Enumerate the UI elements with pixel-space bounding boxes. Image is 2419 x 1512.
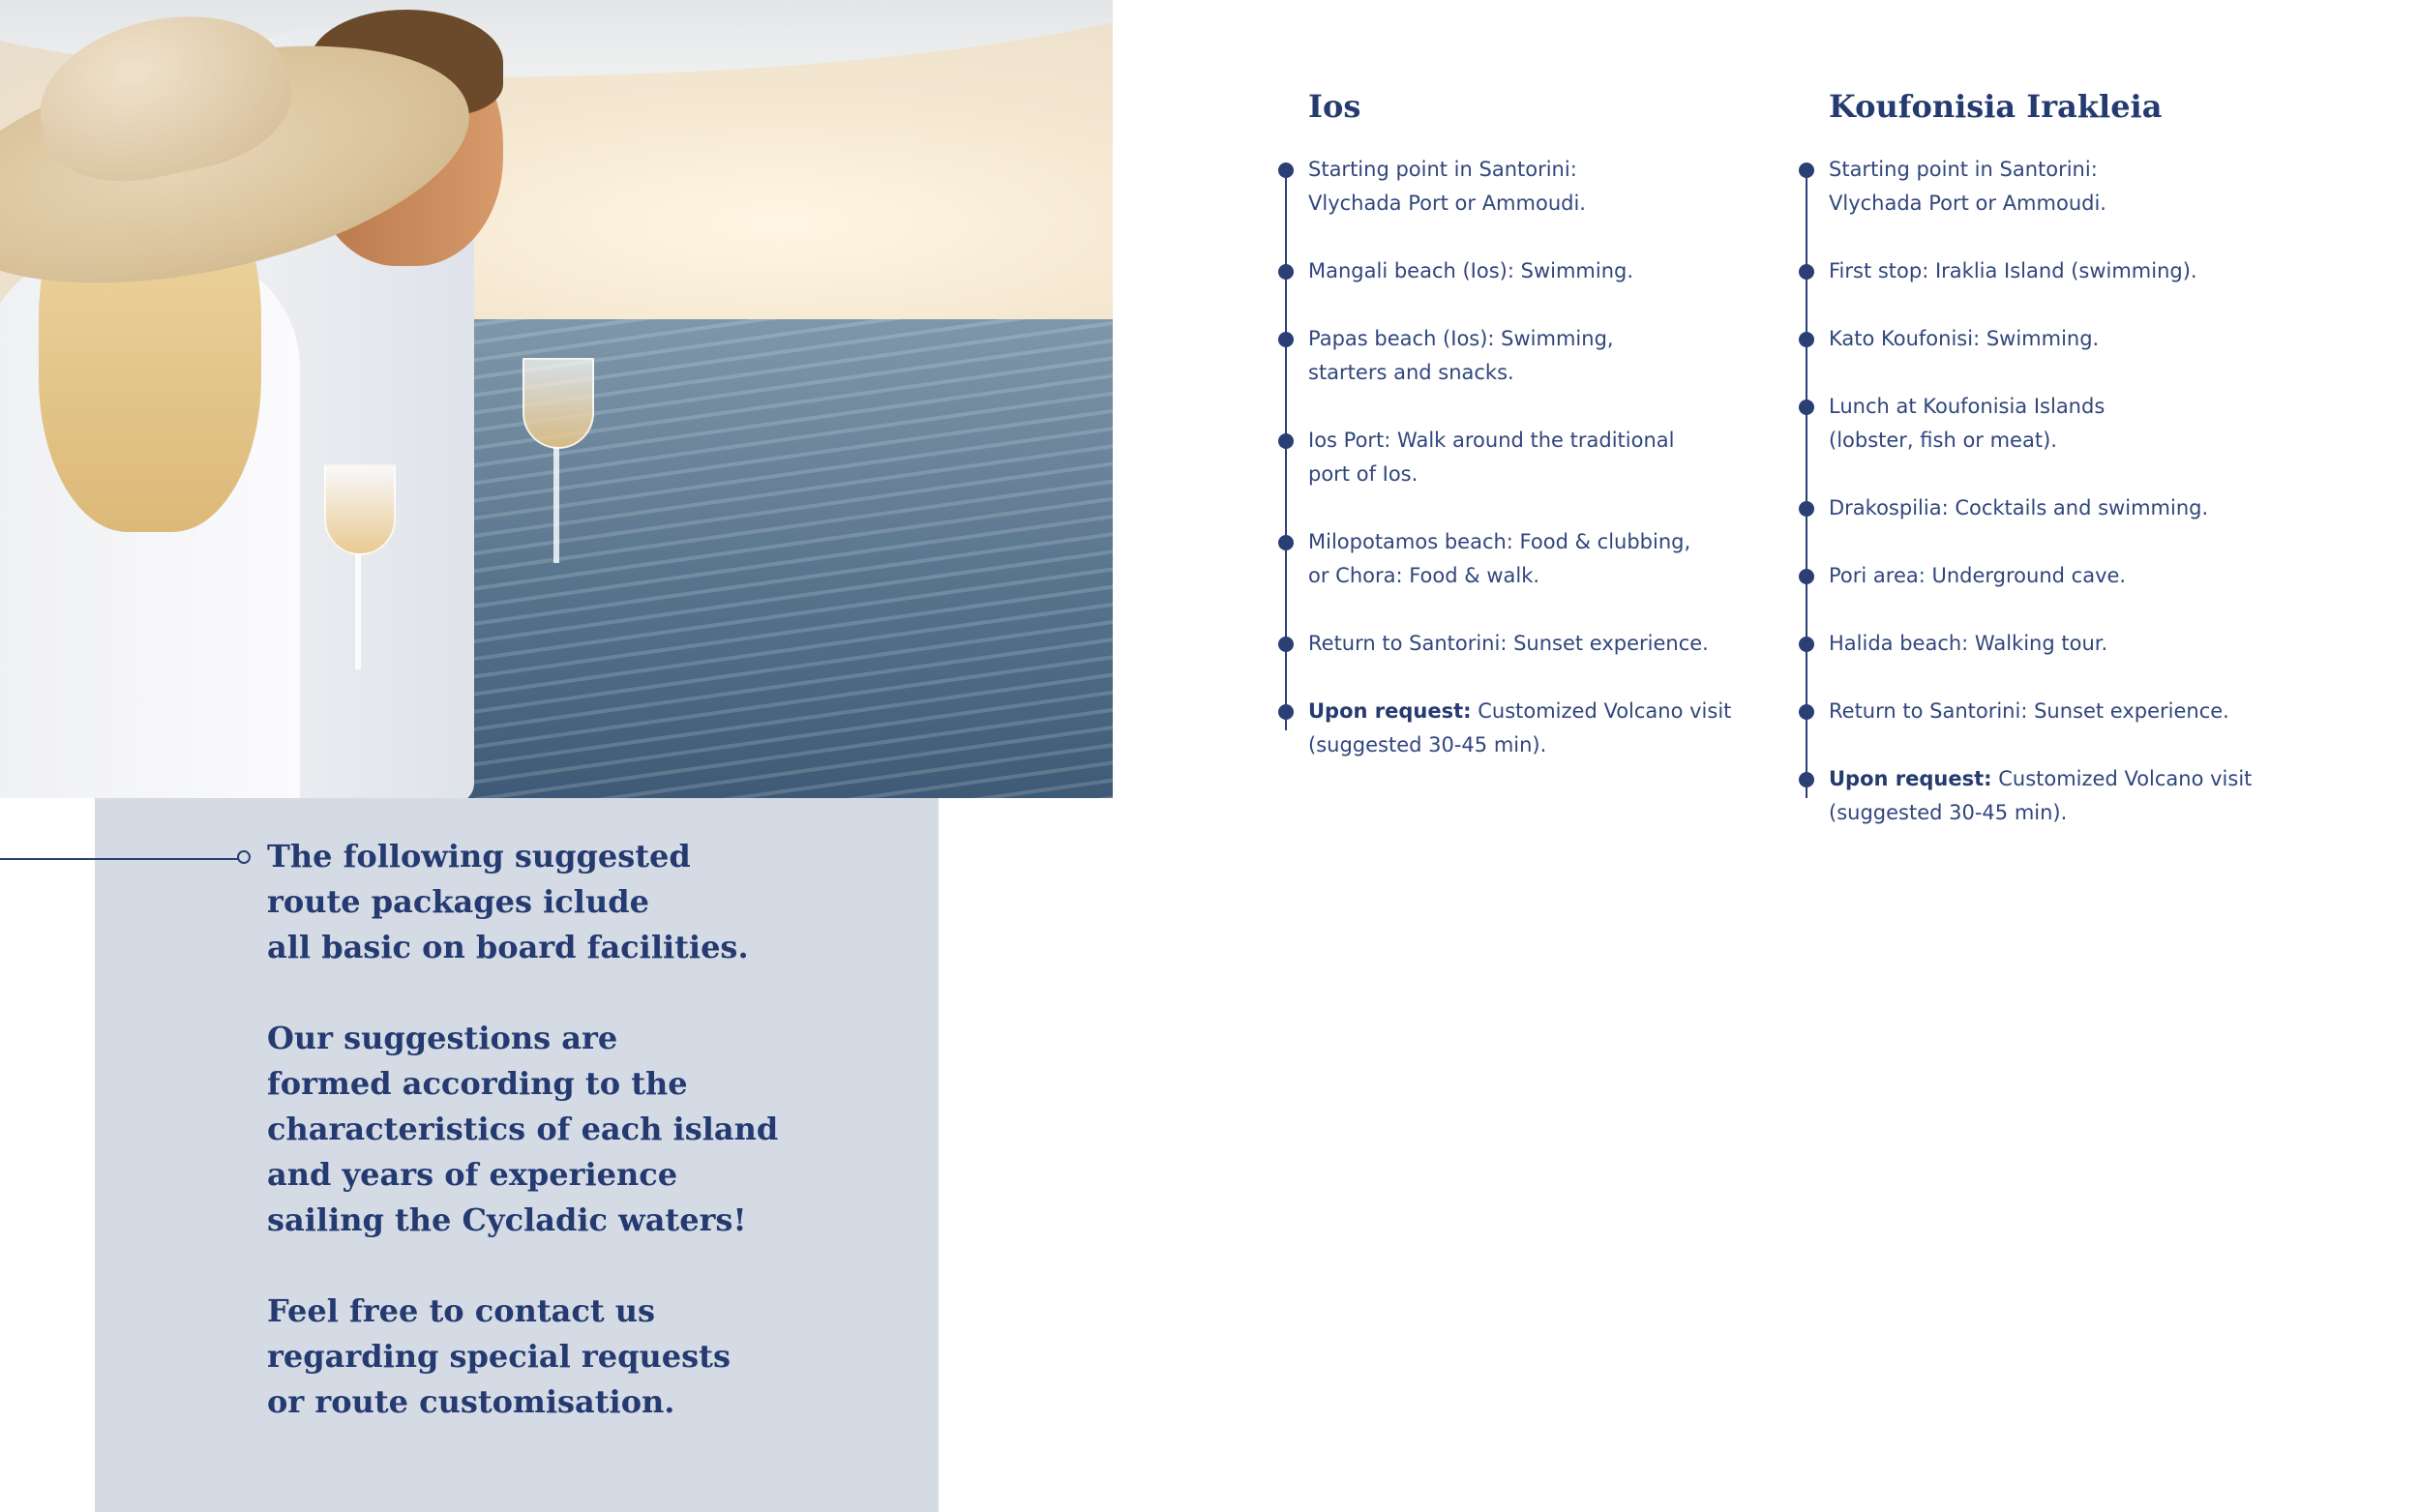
route-stop-description: Customized Volcano visit (suggested 30-45 min). xyxy=(1829,767,2253,824)
route-stop-description: Papas beach (Ios): Swimming, starters and snacks. xyxy=(1308,327,1614,384)
route-stop xyxy=(1308,695,1763,762)
info-paragraph: Feel free to contact us regarding special requests or route customisation. xyxy=(267,1292,731,1420)
route-stop xyxy=(1308,627,1763,661)
bullet-dot-icon xyxy=(1278,637,1294,652)
route-stop-description: Starting point in Santorini: Vlychada Port or Ammoudi. xyxy=(1308,158,1586,215)
route-stop xyxy=(1308,525,1763,593)
route-stop-text xyxy=(1829,153,2284,221)
couple-on-yacht-photo xyxy=(0,0,1113,798)
route-stop xyxy=(1829,390,2284,458)
bullet-dot-icon xyxy=(1278,264,1294,280)
route-stop-text xyxy=(1308,153,1763,221)
bullet-dot-icon xyxy=(1799,569,1814,584)
route-stop xyxy=(1829,153,2284,221)
route-stop-text xyxy=(1308,695,1763,762)
route-stop-description: Customized Volcano visit (suggested 30-45 min). xyxy=(1308,699,1732,756)
wine-glass-stem xyxy=(355,553,361,669)
route-stop-description: Starting point in Santorini: Vlychada Port or Ammoudi. xyxy=(1829,158,2106,215)
bullet-dot-icon xyxy=(1799,163,1814,178)
bullet-dot-icon xyxy=(1278,163,1294,178)
route-stops xyxy=(1829,153,2284,830)
bullet-dot-icon xyxy=(1799,332,1814,347)
bullet-dot-icon xyxy=(1799,772,1814,787)
route-title: Ios xyxy=(1308,88,1361,125)
route-stop xyxy=(1308,424,1763,491)
bullet-dot-icon xyxy=(1799,400,1814,415)
info-text xyxy=(267,834,886,1425)
route-stop xyxy=(1829,559,2284,593)
route-koufonisia-irakleia xyxy=(1829,83,2284,830)
wine-glass xyxy=(324,464,396,555)
route-stop-text xyxy=(1829,390,2284,458)
bullet-dot-icon xyxy=(1799,637,1814,652)
route-stop-label: Upon request: xyxy=(1308,699,1472,723)
bullet-dot-icon xyxy=(1278,704,1294,720)
route-stops xyxy=(1308,153,1763,762)
route-stop-text xyxy=(1829,254,2284,288)
route-stop xyxy=(1829,322,2284,356)
route-stop-text xyxy=(1308,254,1763,288)
route-ios xyxy=(1308,83,1763,762)
info-paragraph: Our suggestions are formed according to the characteristics of each island and years of experience sailing the Cycladic waters! xyxy=(267,1020,779,1238)
route-stop-description: Return to Santorini: Sunset experience. xyxy=(1308,632,1709,655)
route-stop xyxy=(1829,695,2284,728)
route-stop-text xyxy=(1308,525,1763,593)
bullet-dot-icon xyxy=(1799,501,1814,517)
bullet-dot-icon xyxy=(1278,433,1294,449)
route-stop-description: Drakospilia: Cocktails and swimming. xyxy=(1829,496,2209,519)
route-stop-text xyxy=(1829,559,2284,593)
route-stop-description: Return to Santorini: Sunset experience. xyxy=(1829,699,2229,723)
route-stop-description: Halida beach: Walking tour. xyxy=(1829,632,2108,655)
bullet-dot-icon xyxy=(1278,535,1294,550)
wine-glass xyxy=(523,358,594,449)
route-stop-description: Milopotamos beach: Food & clubbing, or Chora: Food & walk. xyxy=(1308,530,1691,587)
route-stop xyxy=(1829,491,2284,525)
bullet-dot-icon xyxy=(1799,704,1814,720)
route-stop-text xyxy=(1829,322,2284,356)
route-stop-text xyxy=(1829,695,2284,728)
route-stop xyxy=(1829,627,2284,661)
route-stop-description: First stop: Iraklia Island (swimming). xyxy=(1829,259,2197,282)
route-stop-text xyxy=(1308,322,1763,390)
route-stop-description: Kato Koufonisi: Swimming. xyxy=(1829,327,2100,350)
route-stop xyxy=(1829,254,2284,288)
route-stop xyxy=(1308,254,1763,288)
bullet-dot-icon xyxy=(1278,332,1294,347)
route-stop-text xyxy=(1829,627,2284,661)
route-stop-text xyxy=(1829,491,2284,525)
route-stop-text xyxy=(1308,424,1763,491)
route-stop-text xyxy=(1829,762,2284,830)
connector-line xyxy=(0,858,238,860)
info-paragraph: The following suggested route packages iclude all basic on board facilities. xyxy=(267,838,749,965)
route-stop xyxy=(1308,153,1763,221)
route-stop-description: Ios Port: Walk around the traditional port of Ios. xyxy=(1308,429,1675,486)
route-title: Koufonisia Irakleia xyxy=(1829,88,2163,125)
route-stop xyxy=(1829,762,2284,830)
route-stop-text xyxy=(1308,627,1763,661)
route-stop-description: Mangali beach (Ios): Swimming. xyxy=(1308,259,1634,282)
route-stop-description: Pori area: Underground cave. xyxy=(1829,564,2127,587)
route-stop xyxy=(1308,322,1763,390)
connector-dot-icon xyxy=(237,850,251,864)
bullet-dot-icon xyxy=(1799,264,1814,280)
route-stop-label: Upon request: xyxy=(1829,767,1992,790)
wine-glass-stem xyxy=(553,447,559,563)
route-stop-description: Lunch at Koufonisia Islands (lobster, fish or meat). xyxy=(1829,395,2105,452)
